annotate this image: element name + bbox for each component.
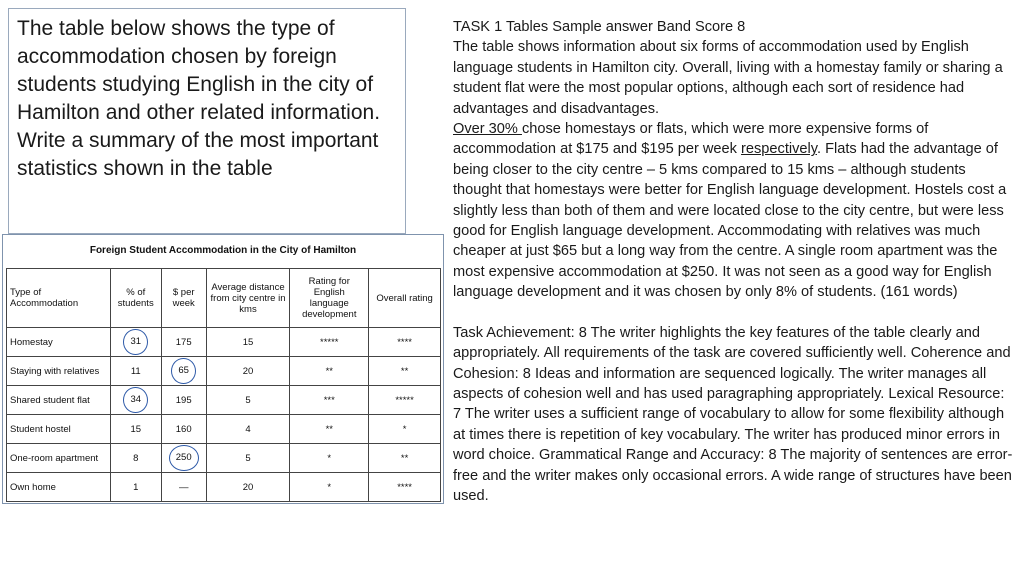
table-row [7,357,441,386]
answer-intro: The table shows information about six forms of accommodation used by English language students in Hamilton city. Overall, living with a homestay family or sharing a student flat were the most popular options, although each sort of residence had advantages and disadvantages. [453,39,1003,117]
answer-heading: TASK 1 Tables Sample answer Band Score 8 [453,19,746,35]
table-cell: Staying with relatives [7,357,111,386]
table-cell: Own home [7,473,111,502]
table-cell: 5 [206,386,290,415]
table-cell: * [290,473,369,502]
table-header: $ per week [161,269,206,328]
table-cell: Homestay [7,328,111,357]
underlined-text: Over 30% [453,121,522,138]
table-cell [161,357,206,386]
table-cell: *** [290,386,369,415]
highlight-circle: 65 [171,358,196,384]
table-cell: 20 [206,473,290,502]
table-cell: ***** [369,386,441,415]
table-cell: Shared student flat [7,386,111,415]
underlined-text: respectively [741,141,817,158]
table-cell: 15 [206,328,290,357]
paragraph-gap [453,303,1013,323]
table-row [7,328,441,357]
table-row [7,415,441,444]
table-header: Rating for English language development [290,269,369,328]
table-header: % of students [110,269,161,328]
table-header: Overall rating [369,269,441,328]
table-cell: 1 [110,473,161,502]
table-cell: One-room apartment [7,444,111,473]
table-cell: * [369,415,441,444]
table-cell: ** [369,444,441,473]
table-cell: Student hostel [7,415,111,444]
table-title: Foreign Student Accommodation in the City of Hamilton [89,245,357,256]
table-row [7,473,441,502]
table-cell: — [161,473,206,502]
highlight-circle: 34 [123,387,148,413]
table-cell: ** [369,357,441,386]
accommodation-table-image [2,234,444,504]
table-cell: 4 [206,415,290,444]
highlight-circle: 250 [169,445,199,471]
table-cell: **** [369,328,441,357]
table-cell: * [290,444,369,473]
table-row [7,386,441,415]
sample-answer [453,17,1013,506]
table-cell: 8 [110,444,161,473]
table-header-row [7,269,441,328]
table-cell [110,328,161,357]
accommodation-table [6,268,441,502]
answer-text: chose homestays or flats, which were more expensive forms of accommodation at $175 and $195 per week [453,121,929,158]
table-header: Type of Accommodation [7,269,111,328]
table-cell [110,386,161,415]
table-cell: ** [290,357,369,386]
table-cell: **** [369,473,441,502]
table-cell: 175 [161,328,206,357]
table-cell: 11 [110,357,161,386]
table-row [7,444,441,473]
table-cell: ***** [290,328,369,357]
table-cell: 5 [206,444,290,473]
table-cell: 195 [161,386,206,415]
table-cell: 20 [206,357,290,386]
table-header: Average distance from city centre in kms [206,269,290,328]
table-cell: 15 [110,415,161,444]
table-cell: ** [290,415,369,444]
answer-body [453,119,1013,303]
task-prompt: The table below shows the type of accommodation chosen by foreign students studying English in the city of Hamilton and other related information. Write a summary of the most important statistics shown in the table [8,8,406,234]
highlight-circle: 31 [123,329,148,355]
table-cell [161,444,206,473]
table-cell: 160 [161,415,206,444]
assessment: Task Achievement: 8 The writer highlights the key features of the table clearly and appropriately. All requirements of the task are covered sufficiently well. Coherence and Cohesion: 8 Ideas and information are sequenced logically. The writer manages all aspects of cohesion well and has used paragraphing appropriately. Lexical Resource: 7 The writer uses a sufficient range of vocabulary to allow for some flexibility although at times there is repetition of key vocabulary. The writer has produced minor errors in word choice. Grammatical Range and Accuracy: 8 The majority of sentences are error-free and the writer makes only occasional errors. A wide range of structures have been used. [453,324,1013,504]
answer-text: . Flats had the advantage of being closer to the city centre – 5 kms compared to 15 kms – although students thought that homestays were better for English language development. Hostels cost a slightly less than both of them and were located close to the city centre, but were less good for English language development. Accommodating with relatives was much cheaper at just $65 but a long way from the centre. A single room apartment was the most expensive accommodation at $250. It was not seen as a good way for English language development and it was chosen by only 8% of students. (161 words) [453,141,1007,301]
